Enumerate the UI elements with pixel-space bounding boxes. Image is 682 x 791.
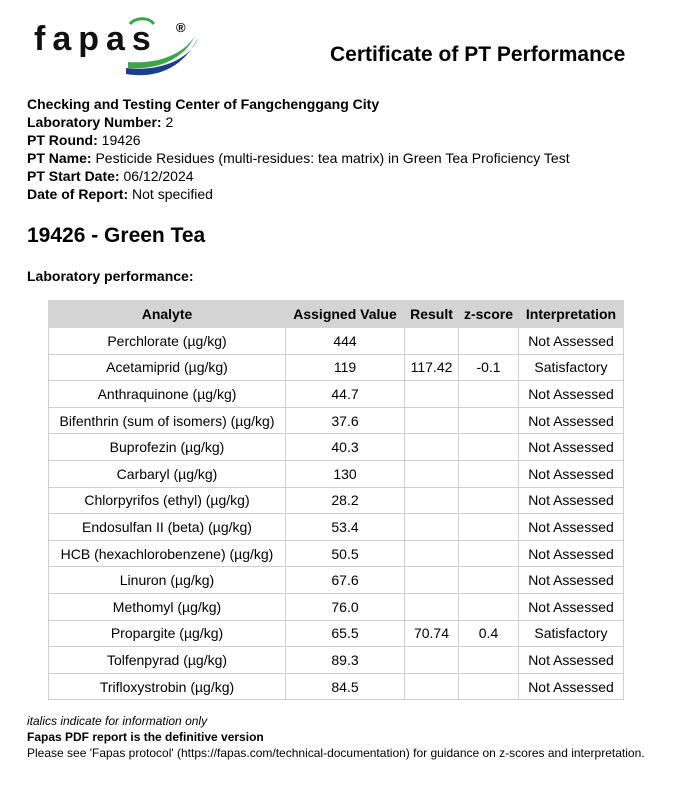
cell-z-score xyxy=(459,407,519,434)
header-z-score: z-score xyxy=(459,301,519,328)
cell-result xyxy=(405,540,459,567)
cell-result: 70.74 xyxy=(405,620,459,647)
table-row xyxy=(49,673,624,700)
cell-assigned-value: 76.0 xyxy=(286,593,405,620)
table-row xyxy=(49,354,624,381)
cell-z-score xyxy=(459,460,519,487)
header-analyte: Analyte xyxy=(49,301,286,328)
cell-assigned-value: 119 xyxy=(286,354,405,381)
cell-assigned-value: 65.5 xyxy=(286,620,405,647)
cell-result xyxy=(405,567,459,594)
table-row xyxy=(49,460,624,487)
pt-name-label: PT Name: xyxy=(27,150,92,166)
pt-round: 19426 xyxy=(101,132,141,148)
cell-z-score: 0.4 xyxy=(459,620,519,647)
cell-result xyxy=(405,487,459,514)
cell-analyte: Perchlorate (µg/kg) xyxy=(49,328,286,355)
table-row xyxy=(49,434,624,461)
results-table xyxy=(48,300,624,700)
cell-z-score xyxy=(459,673,519,700)
cell-result xyxy=(405,514,459,541)
cell-z-score xyxy=(459,593,519,620)
cell-interpretation: Not Assessed xyxy=(519,567,624,594)
cell-z-score xyxy=(459,567,519,594)
cell-interpretation: Not Assessed xyxy=(519,647,624,674)
fapas-logo xyxy=(30,16,205,76)
cell-interpretation: Not Assessed xyxy=(519,434,624,461)
lab-name: Checking and Testing Center of Fangchenggang City xyxy=(27,96,380,112)
cell-assigned-value: 84.5 xyxy=(286,673,405,700)
table-row xyxy=(49,381,624,408)
cell-interpretation: Not Assessed xyxy=(519,673,624,700)
cell-analyte: Acetamiprid (µg/kg) xyxy=(49,354,286,381)
cell-assigned-value: 130 xyxy=(286,460,405,487)
cell-result xyxy=(405,647,459,674)
cell-assigned-value: 28.2 xyxy=(286,487,405,514)
pt-round-label: PT Round: xyxy=(27,132,98,148)
cell-analyte: Endosulfan II (beta) (µg/kg) xyxy=(49,514,286,541)
cell-z-score: -0.1 xyxy=(459,354,519,381)
guidance-note: Please see 'Fapas protocol' (https://fapas.com/technical-documentation) for guidance on z-scores and interpretation. xyxy=(27,746,645,760)
cell-interpretation: Satisfactory xyxy=(519,620,624,647)
header-interpretation: Interpretation xyxy=(519,301,624,328)
cell-analyte: Buprofezin (µg/kg) xyxy=(49,434,286,461)
definitive-note: Fapas PDF report is the definitive version xyxy=(27,730,264,744)
cell-z-score xyxy=(459,381,519,408)
cell-analyte: Tolfenpyrad (µg/kg) xyxy=(49,647,286,674)
cell-interpretation: Not Assessed xyxy=(519,328,624,355)
cell-analyte: Carbaryl (µg/kg) xyxy=(49,460,286,487)
cell-z-score xyxy=(459,647,519,674)
cell-assigned-value: 40.3 xyxy=(286,434,405,461)
cell-result xyxy=(405,407,459,434)
lab-number-label: Laboratory Number: xyxy=(27,114,162,130)
cell-z-score xyxy=(459,514,519,541)
table-row xyxy=(49,540,624,567)
cell-analyte: HCB (hexachlorobenzene) (µg/kg) xyxy=(49,540,286,567)
cell-analyte: Anthraquinone (µg/kg) xyxy=(49,381,286,408)
cell-result xyxy=(405,460,459,487)
table-row xyxy=(49,514,624,541)
cell-z-score xyxy=(459,540,519,567)
section-title: 19426 - Green Tea xyxy=(27,224,206,247)
table-row xyxy=(49,647,624,674)
cell-assigned-value: 444 xyxy=(286,328,405,355)
cell-analyte: Propargite (µg/kg) xyxy=(49,620,286,647)
cell-result: 117.42 xyxy=(405,354,459,381)
table-header-row xyxy=(49,301,624,328)
cell-interpretation: Not Assessed xyxy=(519,460,624,487)
table-row xyxy=(49,487,624,514)
lab-info xyxy=(27,95,570,203)
header-result: Result xyxy=(405,301,459,328)
pt-name: Pesticide Residues (multi-residues: tea matrix) in Green Tea Proficiency Test xyxy=(95,150,570,166)
cell-interpretation: Not Assessed xyxy=(519,514,624,541)
cell-result xyxy=(405,434,459,461)
footer xyxy=(27,713,657,761)
table-row xyxy=(49,328,624,355)
cell-interpretation: Not Assessed xyxy=(519,407,624,434)
cell-result xyxy=(405,381,459,408)
cell-interpretation: Not Assessed xyxy=(519,593,624,620)
cell-result xyxy=(405,593,459,620)
italic-note: italics indicate for information only xyxy=(27,714,208,728)
pt-start-label: PT Start Date: xyxy=(27,168,120,184)
cell-analyte: Methomyl (µg/kg) xyxy=(49,593,286,620)
cell-assigned-value: 37.6 xyxy=(286,407,405,434)
performance-label: Laboratory performance: xyxy=(27,268,194,284)
cell-assigned-value: 89.3 xyxy=(286,647,405,674)
cell-assigned-value: 67.6 xyxy=(286,567,405,594)
certificate-title: Certificate of PT Performance xyxy=(330,43,626,66)
cell-z-score xyxy=(459,328,519,355)
logo-text: fapas xyxy=(34,20,158,58)
cell-interpretation: Not Assessed xyxy=(519,540,624,567)
cell-z-score xyxy=(459,487,519,514)
header-assigned-value: Assigned Value xyxy=(286,301,405,328)
cell-analyte: Chlorpyrifos (ethyl) (µg/kg) xyxy=(49,487,286,514)
table-row xyxy=(49,407,624,434)
report-date-label: Date of Report: xyxy=(27,186,129,202)
cell-analyte: Trifloxystrobin (µg/kg) xyxy=(49,673,286,700)
cell-interpretation: Satisfactory xyxy=(519,354,624,381)
cell-result xyxy=(405,328,459,355)
cell-result xyxy=(405,673,459,700)
table-row xyxy=(49,567,624,594)
cell-assigned-value: 53.4 xyxy=(286,514,405,541)
lab-number: 2 xyxy=(165,114,174,130)
cell-analyte: Linuron (µg/kg) xyxy=(49,567,286,594)
cell-interpretation: Not Assessed xyxy=(519,487,624,514)
table-row xyxy=(49,593,624,620)
report-date: Not specified xyxy=(132,186,213,202)
pt-start-date: 06/12/2024 xyxy=(123,168,194,184)
cell-analyte: Bifenthrin (sum of isomers) (µg/kg) xyxy=(49,407,286,434)
cell-assigned-value: 50.5 xyxy=(286,540,405,567)
cell-assigned-value: 44.7 xyxy=(286,381,405,408)
table-row xyxy=(49,620,624,647)
cell-z-score xyxy=(459,434,519,461)
registered-mark: ® xyxy=(176,20,186,35)
cell-interpretation: Not Assessed xyxy=(519,381,624,408)
